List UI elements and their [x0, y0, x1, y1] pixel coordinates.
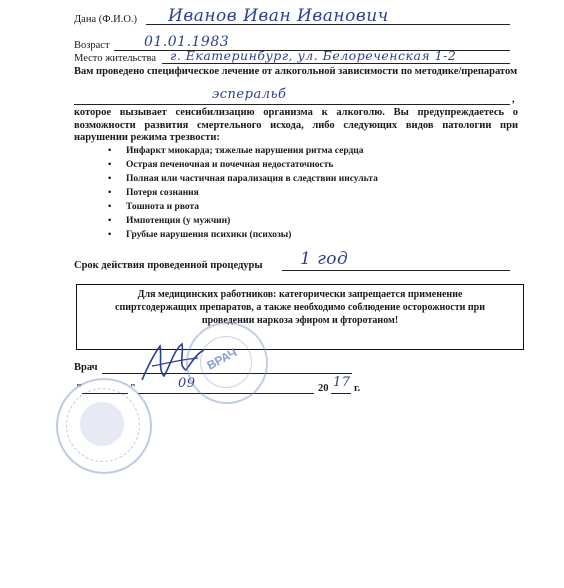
duration-label: Срок действия проведенной процедуры — [74, 260, 263, 271]
duration-handwritten: 1 год — [300, 249, 349, 269]
list-item: • Потеря сознания — [108, 188, 199, 198]
warning-line-2: спиртсодержащих препаратов, а также необходимо соблюдение осторожности при — [115, 302, 485, 313]
doctor-stamp — [186, 322, 268, 404]
doctor-label: Врач — [74, 362, 98, 373]
pathology-list — [100, 144, 378, 242]
bullet-icon: • — [108, 188, 112, 198]
date-year-prefix: 20 — [318, 383, 329, 394]
name-handwritten: Иванов Иван Иванович — [168, 6, 389, 26]
age-label: Возраст — [74, 40, 110, 51]
date-quote-close: " — [130, 383, 136, 394]
method-handwritten: эсперальб — [212, 87, 287, 102]
residence-handwritten: г. Екатеринбург, ул. Белореченская 1-2 — [170, 48, 457, 63]
bullet-icon: • — [108, 202, 112, 212]
treatment-sentence: Вам проведено специфическое лечение от алкогольной зависимости по методике/препаратом — [74, 66, 518, 77]
list-item: • Грубые нарушения психики (психозы) — [108, 230, 292, 240]
age-handwritten: 01.01.1983 — [144, 34, 230, 50]
bullet-icon: • — [108, 160, 112, 170]
residence-label: Место жительства — [74, 53, 156, 64]
warning-line-1: Для медицинских работников: категорически запрещается применение — [137, 289, 463, 300]
residence-underline — [162, 63, 510, 64]
consequence-paragraph: которое вызывает сенсибилизацию организма к алкоголю. Вы предупреждаетесь о возможности развития смертельного исхода, либо следующих видов патологии при нарушении режима трезвости: — [74, 107, 518, 143]
name-label: Дана (Ф.И.О.) — [74, 14, 138, 25]
date-year-handwritten: 17 — [333, 375, 351, 390]
list-item: • Импотенция (у мужчин) — [108, 216, 231, 226]
list-item: • Острая печеночная и почечная недостаточность — [108, 160, 334, 170]
stamp-text: ВРАЧ — [204, 345, 240, 373]
method-comma: , — [512, 94, 515, 105]
bullet-icon: • — [108, 174, 112, 184]
date-year-underline — [331, 393, 351, 394]
date-month-handwritten: 09 — [178, 376, 196, 391]
bullet-icon: • — [108, 216, 112, 226]
warning-line-3: проведении наркоза эфиром и фторотаном! — [201, 315, 399, 326]
date-year-unit: г. — [354, 383, 361, 394]
list-item: • Тошнота и рвота — [108, 202, 200, 212]
institution-seal — [56, 378, 152, 474]
bullet-icon: • — [108, 230, 112, 240]
list-item: • Инфаркт миокарда; тяжелые нарушения ритма сердца — [108, 146, 364, 156]
bullet-icon: • — [108, 146, 112, 156]
duration-underline — [282, 270, 510, 271]
date-quote-open: " — [76, 383, 82, 394]
method-underline — [74, 104, 510, 105]
list-item: • Полная или частичная парализация в следствии инсульта — [108, 174, 378, 184]
